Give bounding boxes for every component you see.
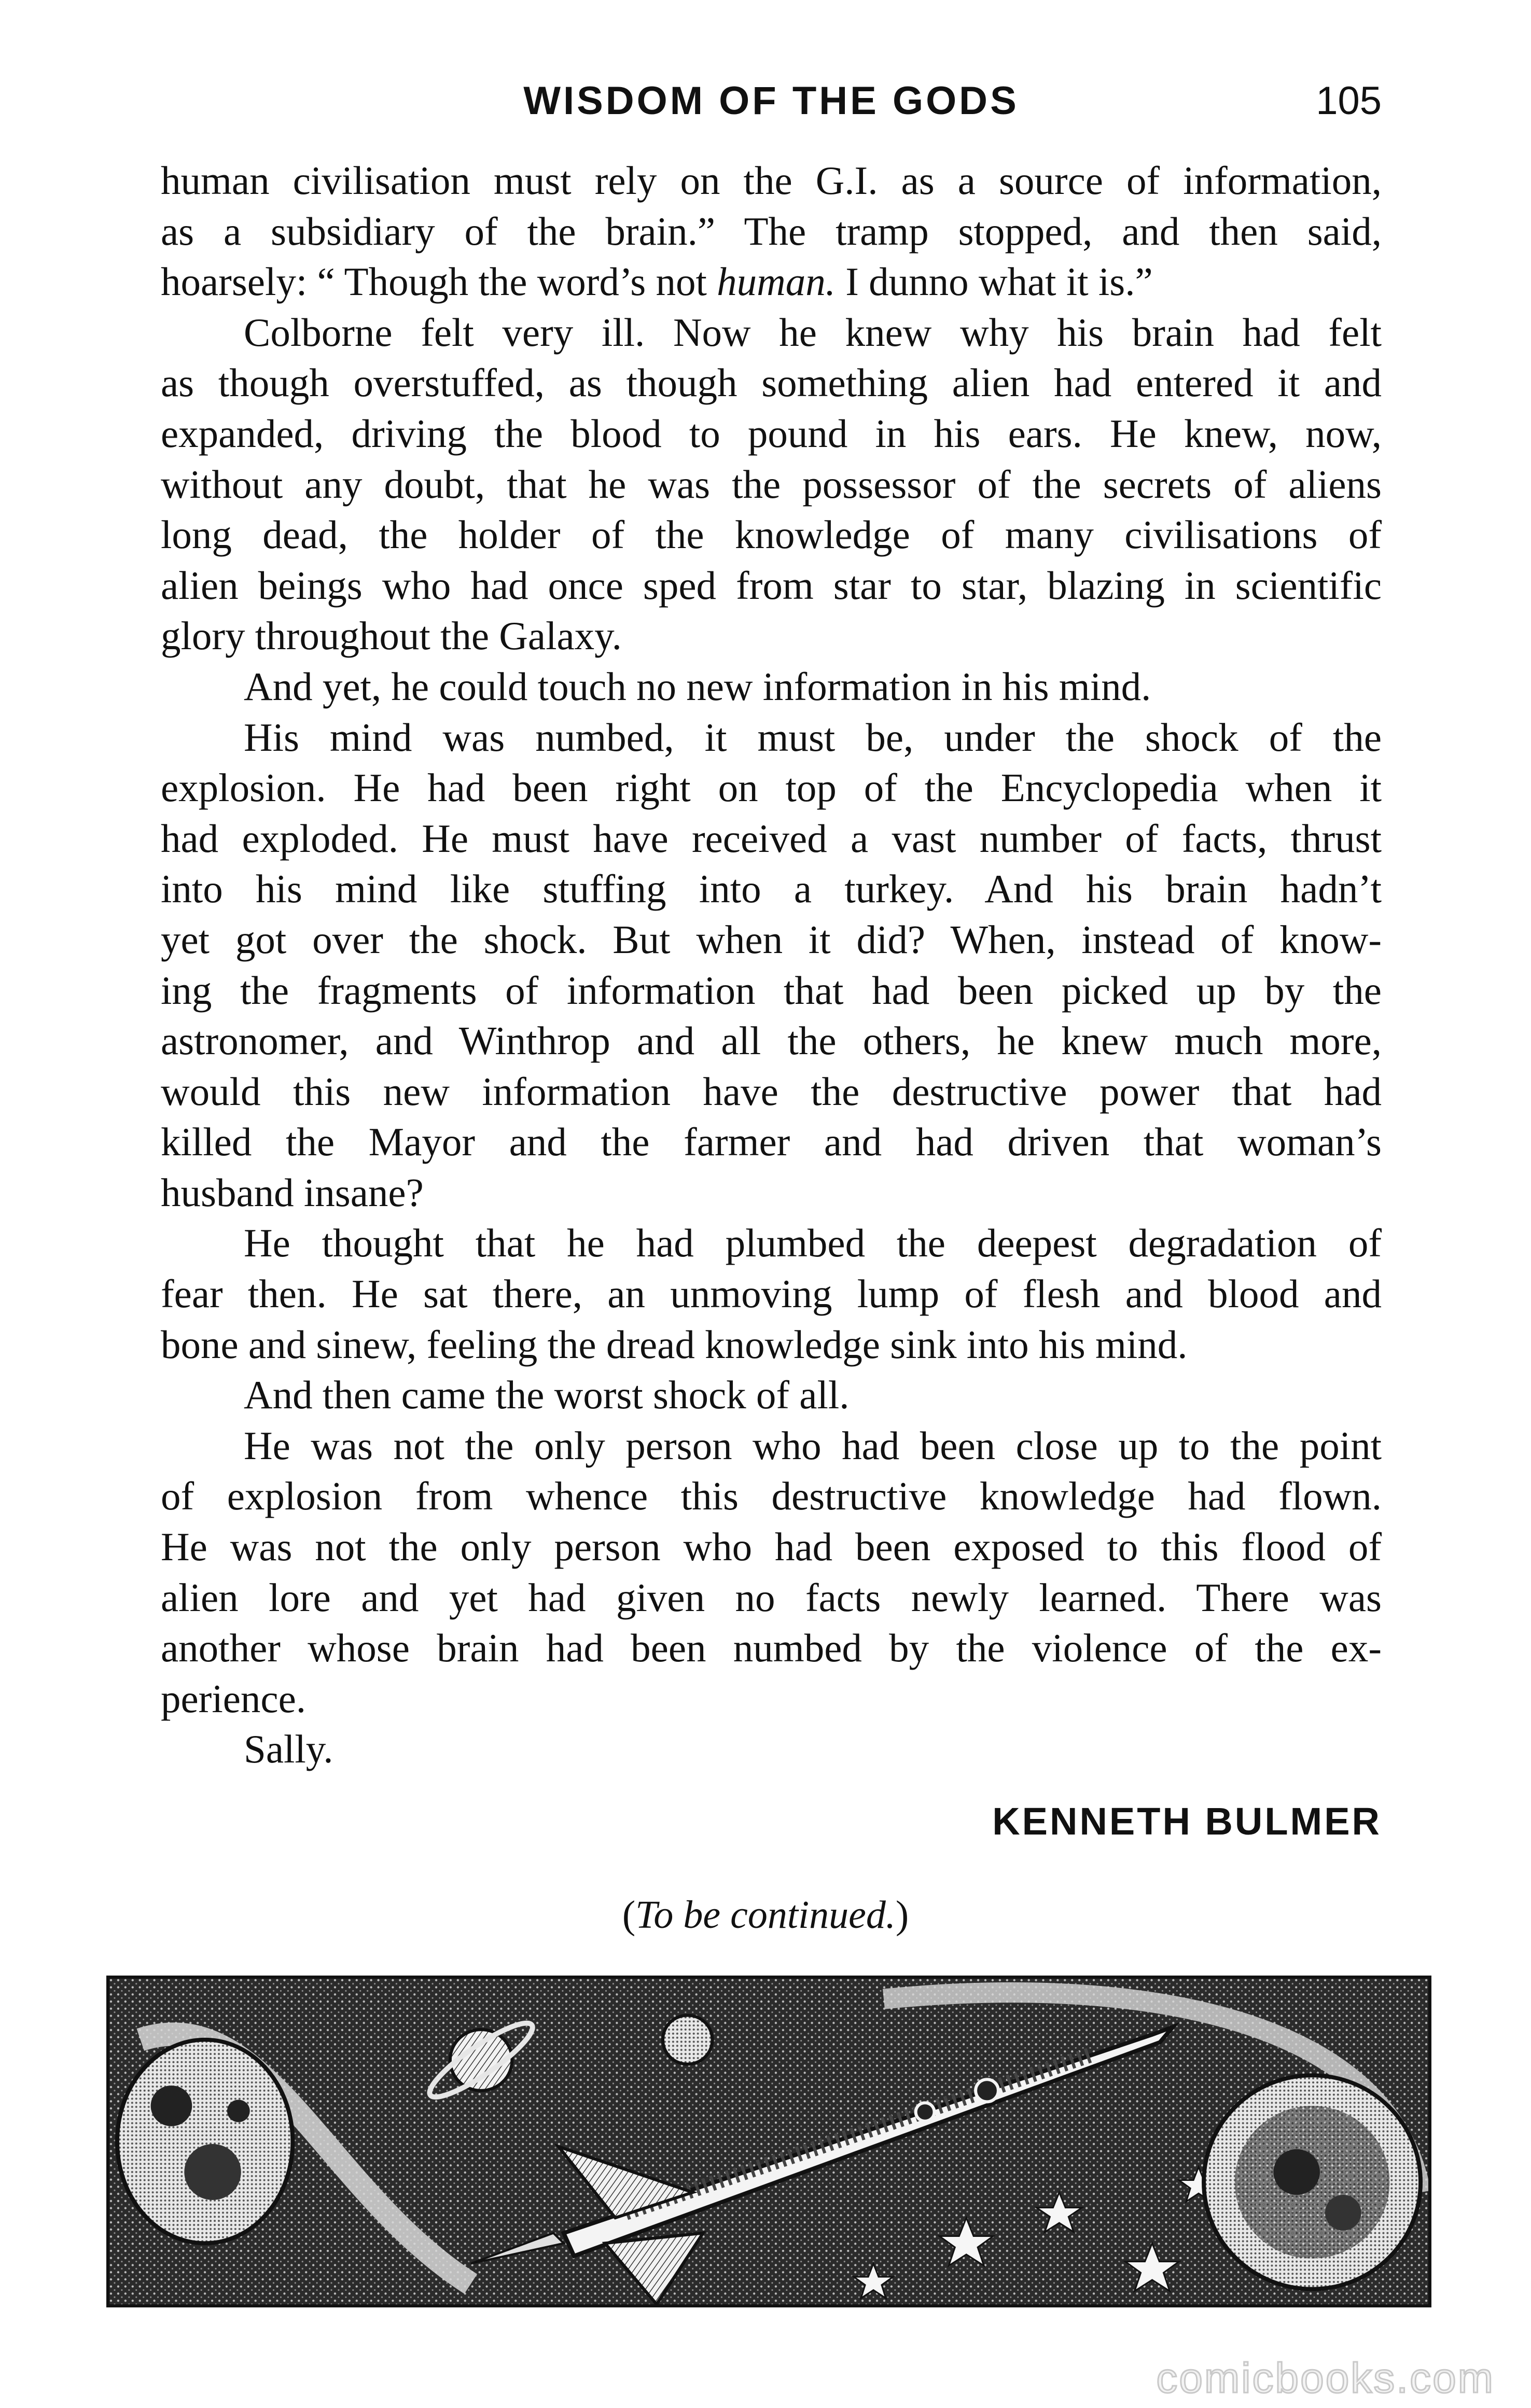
paren-open: (	[622, 1893, 636, 1937]
text-line: had exploded. He must have received a vast number of facts, thrust	[161, 816, 1382, 861]
text-line: ing the fragments of information that had been picked up by the	[161, 968, 1382, 1013]
text-line: alien lore and yet had given no facts newly learned. There was	[161, 1575, 1382, 1620]
author-byline: KENNETH BULMER	[992, 1800, 1382, 1843]
text-line: And yet, he could touch no new information in his mind.	[244, 664, 1151, 709]
text-line: He was not the only person who had been exposed to this flood of	[161, 1524, 1382, 1570]
text-line: And then came the worst shock of all.	[244, 1373, 850, 1418]
text-line: Sally.	[244, 1727, 333, 1772]
text-line: Colborne felt very ill. Now he knew why his brain had felt	[244, 310, 1382, 355]
planet-icon	[1204, 2075, 1421, 2289]
paragraph-2	[161, 307, 1382, 662]
paragraph-6	[161, 1370, 1382, 1421]
text-line: of explosion from whence this destructive knowledge had flown.	[161, 1474, 1382, 1519]
text-line: another whose brain had been numbed by the violence of the ex-	[161, 1626, 1382, 1671]
paragraph-1	[161, 156, 1382, 307]
text-line: without any doubt, that he was the possessor of the secrets of aliens	[161, 461, 1382, 507]
space-scene	[109, 1979, 1428, 2304]
text-line: as a subsidiary of the brain.” The tramp stopped, and then said,	[161, 208, 1382, 254]
text-line: expanded, driving the blood to pound in his ears. He knew, now,	[161, 411, 1382, 456]
paragraph-5	[161, 1218, 1382, 1370]
running-title: WISDOM OF THE GODS	[523, 79, 1019, 123]
running-head	[161, 73, 1382, 130]
text-line: bone and sinew, feeling the dread knowledge sink into his mind.	[161, 1322, 1188, 1367]
text-line: alien beings who had once sped from star to star, blazing in scientific	[161, 563, 1382, 608]
planet-icon	[663, 2015, 713, 2064]
text-line: He was not the only person who had been close up to the point	[244, 1423, 1382, 1468]
moon-icon	[117, 2040, 293, 2244]
text-line: explosion. He had been right on top of the Encyclopedia when it	[161, 765, 1382, 810]
text-fragment: hoarsely: “ Though the word’s not	[161, 259, 717, 304]
text-line: would this new information have the destructive power that had	[161, 1069, 1382, 1114]
text-line: husband insane?	[161, 1170, 424, 1215]
continued-note	[0, 1893, 1531, 1938]
emphasized-word: human.	[717, 259, 836, 304]
text-line: long dead, the holder of the knowledge of many civilisations of	[161, 512, 1382, 557]
text-line: into his mind like stuffing into a turkey. And his brain hadn’t	[161, 866, 1382, 912]
continued-text: To be continued.	[635, 1893, 896, 1937]
paragraph-8	[161, 1724, 1382, 1775]
text-line: as though overstuffed, as though something alien had entered it and	[161, 360, 1382, 405]
text-line: He thought that he had plumbed the deepest degradation of	[244, 1221, 1382, 1266]
paragraph-3	[161, 662, 1382, 712]
paragraph-7	[161, 1421, 1382, 1725]
text-line: astronomer, and Winthrop and all the others, he knew much more,	[161, 1018, 1382, 1063]
text-line: glory throughout the Galaxy.	[161, 613, 622, 659]
page-number: 105	[1316, 79, 1382, 123]
text-line: human civilisation must rely on the G.I. as a source of information,	[161, 158, 1382, 203]
story-text	[161, 156, 1382, 1775]
text-line	[161, 257, 1382, 307]
paren-close: )	[895, 1893, 909, 1937]
text-line: His mind was numbed, it must be, under the shock of the	[244, 715, 1382, 760]
text-line: fear then. He sat there, an unmoving lump of flesh and blood and	[161, 1271, 1382, 1317]
watermark: comicbooks.com	[1156, 2355, 1495, 2402]
text-fragment: I dunno what it is.”	[836, 259, 1153, 304]
space-illustration	[106, 1976, 1431, 2307]
paragraph-4	[161, 712, 1382, 1219]
text-line: perience.	[161, 1676, 306, 1721]
text-line: killed the Mayor and the farmer and had driven that woman’s	[161, 1119, 1382, 1165]
text-line: yet got over the shock. But when it did? When, instead of know-	[161, 917, 1382, 962]
